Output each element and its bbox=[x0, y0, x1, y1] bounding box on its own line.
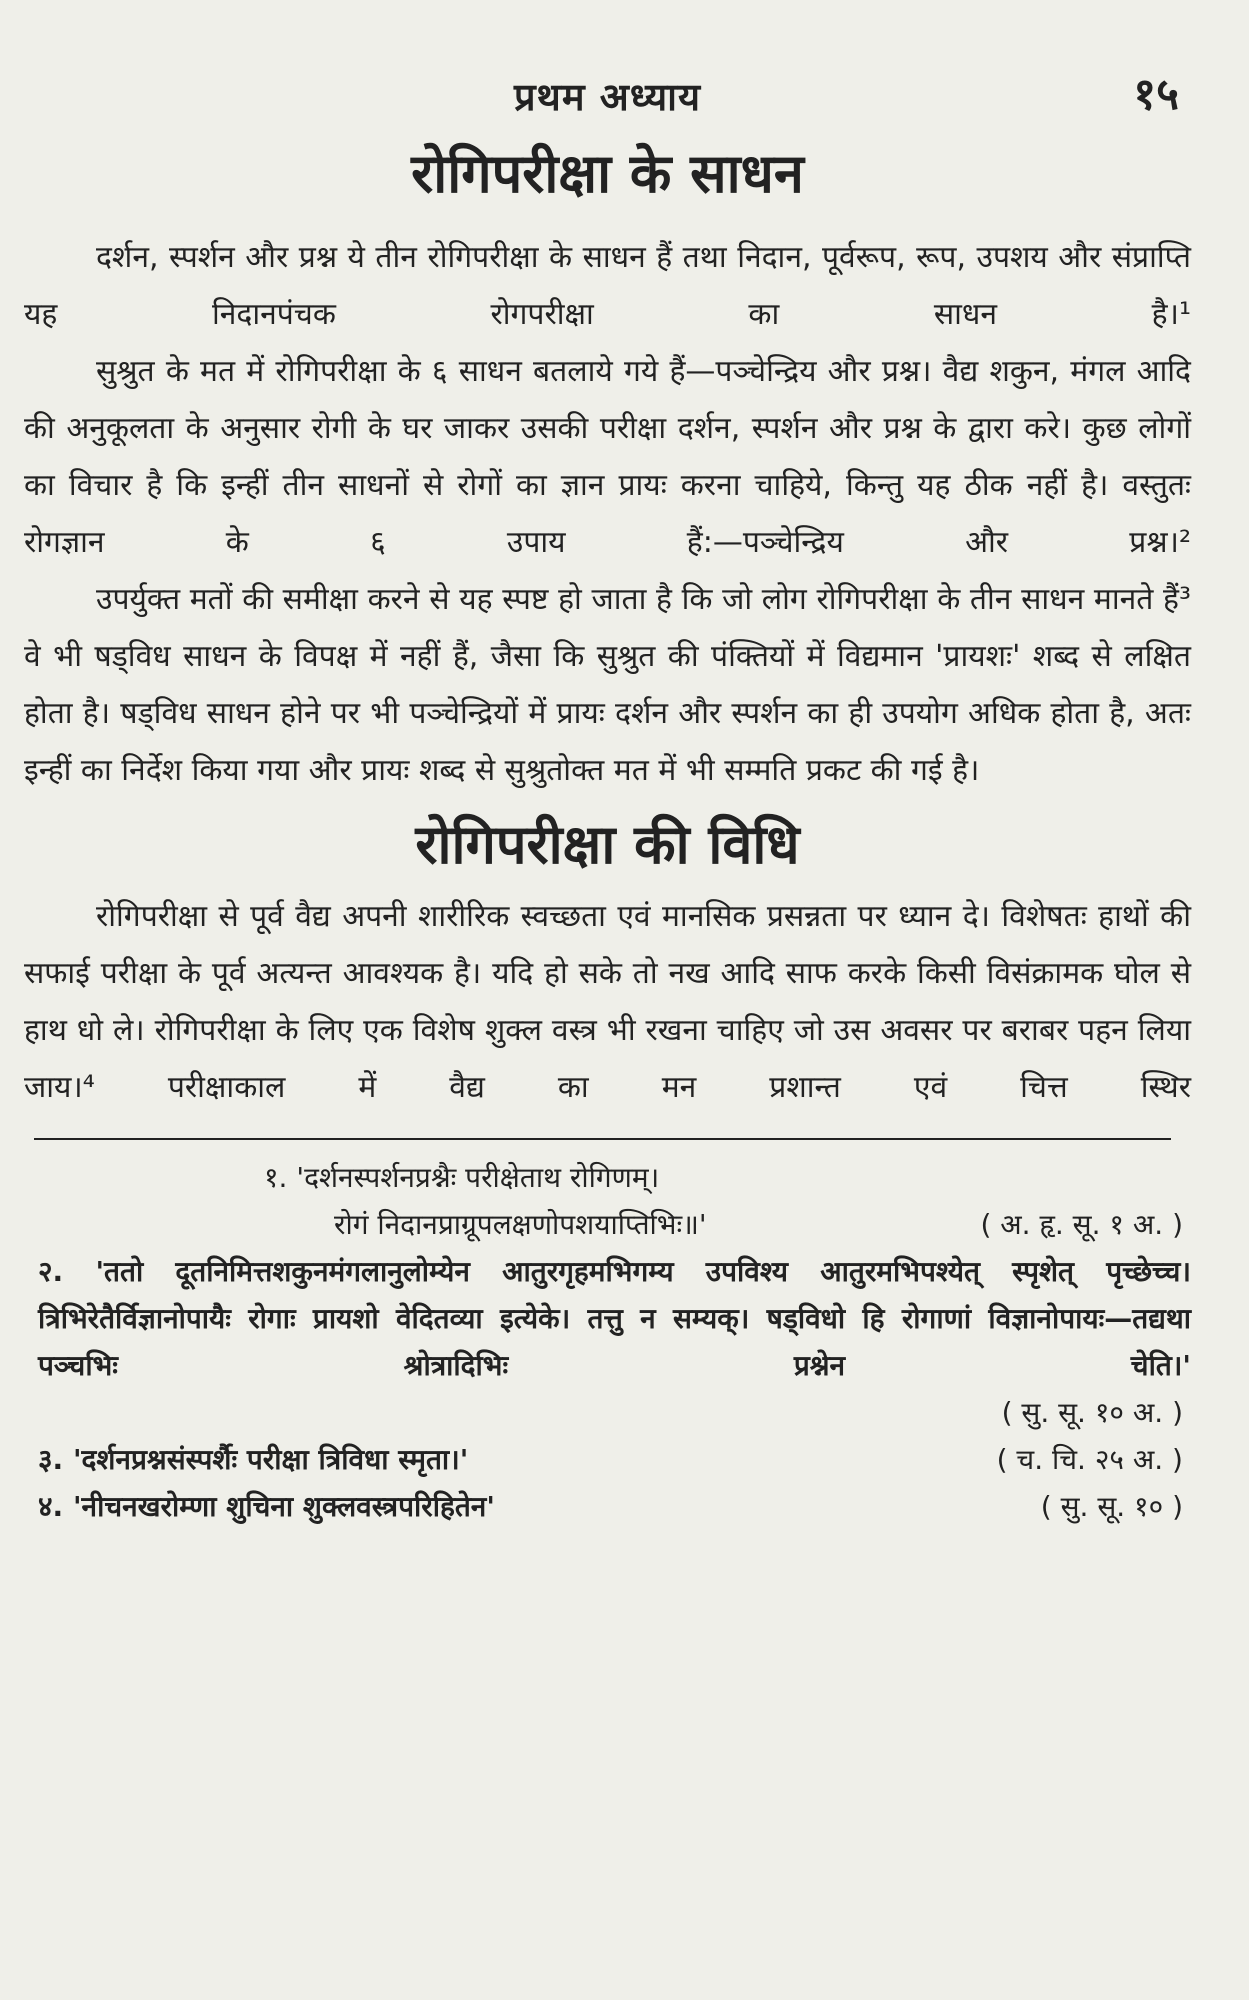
footnote-number: ४. bbox=[38, 1489, 64, 1523]
paragraph: रोगिपरीक्षा से पूर्व वैद्य अपनी शारीरिक स्वच्छता एवं मानसिक प्रसन्नता पर ध्यान दे। विशेषतः हाथों की सफाई परीक्षा के पूर्व अत्यन्त आवश्यक है। यदि हो सके तो नख आदि साफ करके किसी विसंक्रामक घोल से हाथ धो ले। रोगिपरीक्षा के लिए एक विशेष शुक्ल वस्त्र भी रखना चाहिए जो उस अवसर पर बराबर पहन लिया जाय।⁴ परीक्षाकाल में वैद्य का मन प्रशान्त एवं चित्त स्थिर bbox=[24, 898, 1191, 1105]
section-body bbox=[24, 229, 1191, 799]
footnote-text: 'दर्शनस्पर्शनप्रश्नैः परीक्षेताथ रोगिणम्। bbox=[296, 1160, 660, 1194]
section-heading: रोगिपरीक्षा के साधन bbox=[411, 142, 804, 205]
footnote-text: रोगं निदानप्राग्रूपलक्षणोपशयाप्तिभिः॥' bbox=[334, 1207, 707, 1241]
footnote-citation: ( सु. सू. १० ) bbox=[1040, 1489, 1183, 1523]
paragraph: सुश्रुत के मत में रोगिपरीक्षा के ६ साधन बतलाये गये हैं—पञ्चेन्द्रिय और प्रश्न। वैद्य शकुन, मंगल आदि की अनुकूलता के अनुसार रोगी के घर जाकर उसकी परीक्षा दर्शन, स्पर्शन और प्रश्न के द्वारा करे। कुछ लोगों का विचार है कि इन्हीं तीन साधनों से रोगों का ज्ञान प्रायः करना चाहिये, किन्तु यह ठीक नहीं है। वस्तुतः रोगज्ञान के ६ उपाय हैं:—पञ्चेन्द्रिय और प्रश्न।² bbox=[24, 353, 1191, 560]
footnote-number: १. bbox=[264, 1160, 288, 1194]
footnote-text: 'ततो दूतनिमित्तशकुनमंगलानुलोम्येन आतुरगृहमभिगम्य उपविश्य आतुरमभिपश्येत् स्पृशेत् पृच्छेच्च। त्रिभिरेतैर्विज्ञानोपायैः रोगाः प्रायशो वेदितव्या इत्येके। तत्तु न सम्यक्। षड्विधो हि रोगाणां विज्ञानोपायः—तद्यथा पञ्चभिः श्रोत्रादिभिः प्रश्नेन चेति।' bbox=[38, 1254, 1192, 1382]
footnote-citation: ( अ. हृ. सू. १ अ. ) bbox=[980, 1207, 1183, 1241]
paragraph: दर्शन, स्पर्शन और प्रश्न ये तीन रोगिपरीक्षा के साधन हैं तथा निदान, पूर्वरूप, रूप, उपशय और संप्राप्ति यह निदानपंचक रोगपरीक्षा का साधन है।¹ bbox=[24, 239, 1191, 332]
footnote bbox=[24, 1154, 1191, 1248]
section-body bbox=[24, 888, 1191, 1116]
paragraph: उपर्युक्त मतों की समीक्षा करने से यह स्पष्ट हो जाता है कि जो लोग रोगिपरीक्षा के तीन साधन मानते हैं³ वे भी षड्विध साधन के विपक्ष में नहीं हैं, जैसा कि सुश्रुत की पंक्तियों में विद्यमान 'प्रायशः' शब्द से लक्षित होता है। षड्विध साधन होने पर भी पञ्चेन्द्रियों में प्रायः दर्शन और स्पर्शन का ही उपयोग अधिक होता है, अतः इन्हीं का निर्देश किया गया और प्रायः शब्द से सुश्रुतोक्त मत में भी सम्मति प्रकट की गई है। bbox=[24, 581, 1191, 788]
footnote-text: 'नीचनखरोम्णा शुचिना शुक्लवस्त्रपरिहितेन' bbox=[72, 1489, 495, 1523]
footnote bbox=[24, 1248, 1191, 1436]
footnote-number: ३. bbox=[38, 1442, 64, 1476]
footnote bbox=[24, 1483, 1191, 1530]
section-heading: रोगिपरीक्षा की विधि bbox=[415, 812, 800, 876]
page-number: १५ bbox=[1133, 69, 1179, 120]
footnote-citation: ( च. चि. २५ अ. ) bbox=[996, 1442, 1183, 1476]
footnote-number: २. bbox=[38, 1254, 64, 1288]
chapter-title: प्रथम अध्याय bbox=[513, 75, 702, 119]
running-header bbox=[24, 62, 1191, 122]
footnotes bbox=[24, 1154, 1191, 1530]
footnote-text: 'दर्शनप्रश्नसंस्पर्शैः परीक्षा त्रिविधा स्मृता।' bbox=[72, 1442, 469, 1476]
footnote-divider bbox=[34, 1138, 1171, 1140]
footnote-citation: ( सु. सू. १० अ. ) bbox=[1001, 1395, 1183, 1429]
footnote bbox=[24, 1436, 1191, 1483]
